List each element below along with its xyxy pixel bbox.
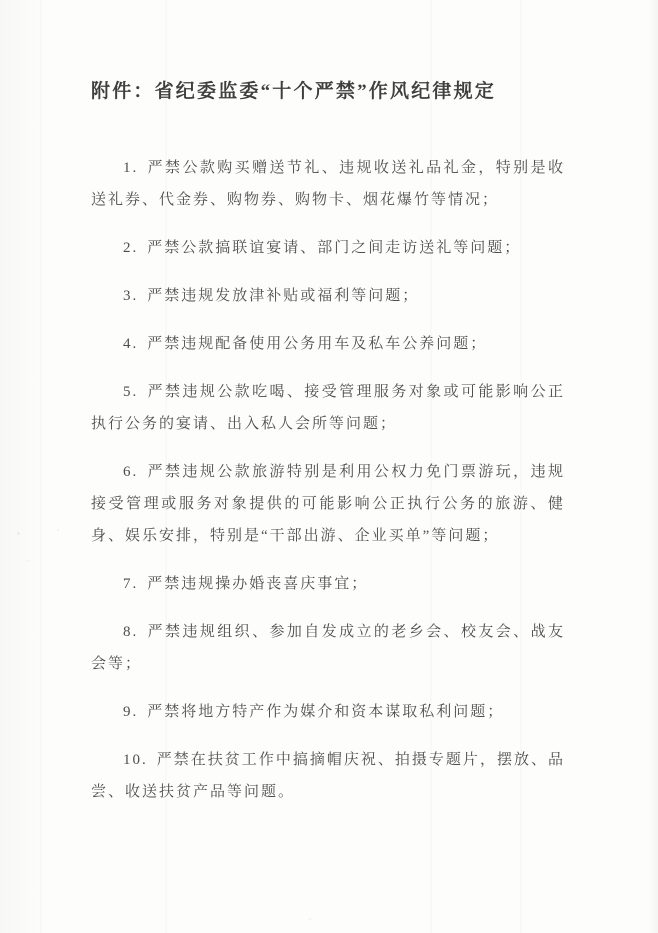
item-number: 6. bbox=[123, 464, 139, 480]
item-text: 严禁违规公款吃喝、接受管理服务对象或可能影响公正执行公务的宴请、出入私人会所等问题； bbox=[91, 384, 565, 432]
item-text: 严禁违规组织、参加自发成立的老乡会、校友会、战友会等； bbox=[91, 624, 565, 672]
scan-streak bbox=[40, 0, 42, 933]
item-text: 严禁在扶贫工作中搞摘帽庆祝、拍摄专题片，摆放、品尝、收送扶贫产品等问题。 bbox=[91, 752, 565, 800]
regulation-list bbox=[91, 152, 565, 808]
regulation-item-7 bbox=[91, 568, 565, 600]
item-number: 8. bbox=[123, 624, 139, 640]
scan-speck bbox=[17, 532, 20, 535]
item-number: 7. bbox=[123, 576, 139, 592]
item-number: 3. bbox=[123, 288, 139, 304]
item-number: 10. bbox=[123, 752, 148, 768]
document-content bbox=[91, 78, 565, 824]
regulation-item-6 bbox=[91, 456, 565, 552]
item-number: 9. bbox=[123, 704, 139, 720]
item-text: 严禁违规公款旅游特别是利用公权力免门票游玩，违规接受管理或服务对象提供的可能影响公正执行公务的旅游、健身、娱乐安排，特别是“干部出游、企业买单”等问题； bbox=[91, 464, 565, 544]
item-number: 5. bbox=[123, 384, 139, 400]
regulation-item-3 bbox=[91, 280, 565, 312]
item-text: 严禁将地方特产作为媒介和资本谋取私利问题； bbox=[147, 704, 505, 720]
regulation-item-9 bbox=[91, 696, 565, 728]
item-text: 严禁违规配备使用公务用车及私车公养问题； bbox=[147, 336, 488, 352]
scan-speck bbox=[25, 560, 31, 562]
scan-speck bbox=[57, 529, 59, 531]
regulation-item-1 bbox=[91, 152, 565, 216]
item-text: 严禁公款搞联谊宴请、部门之间走访送礼等问题； bbox=[147, 240, 522, 256]
regulation-item-8 bbox=[91, 616, 565, 680]
regulation-item-4 bbox=[91, 328, 565, 360]
item-number: 1. bbox=[123, 160, 139, 176]
item-number: 2. bbox=[123, 240, 139, 256]
document-title: 附件：省纪委监委“十个严禁”作风纪律规定 bbox=[91, 81, 497, 102]
item-text: 严禁违规操办婚丧喜庆事宜； bbox=[147, 576, 369, 592]
item-text: 严禁违规发放津补贴或福利等问题； bbox=[147, 288, 420, 304]
item-number: 4. bbox=[123, 336, 139, 352]
regulation-item-10 bbox=[91, 744, 565, 808]
scan-speck bbox=[308, 918, 312, 920]
item-text: 严禁公款购买赠送节礼、违规收送礼品礼金，特别是收送礼券、代金券、购物券、购物卡、烟花爆竹等情况； bbox=[91, 160, 565, 208]
regulation-item-5 bbox=[91, 376, 565, 440]
regulation-item-2 bbox=[91, 232, 565, 264]
